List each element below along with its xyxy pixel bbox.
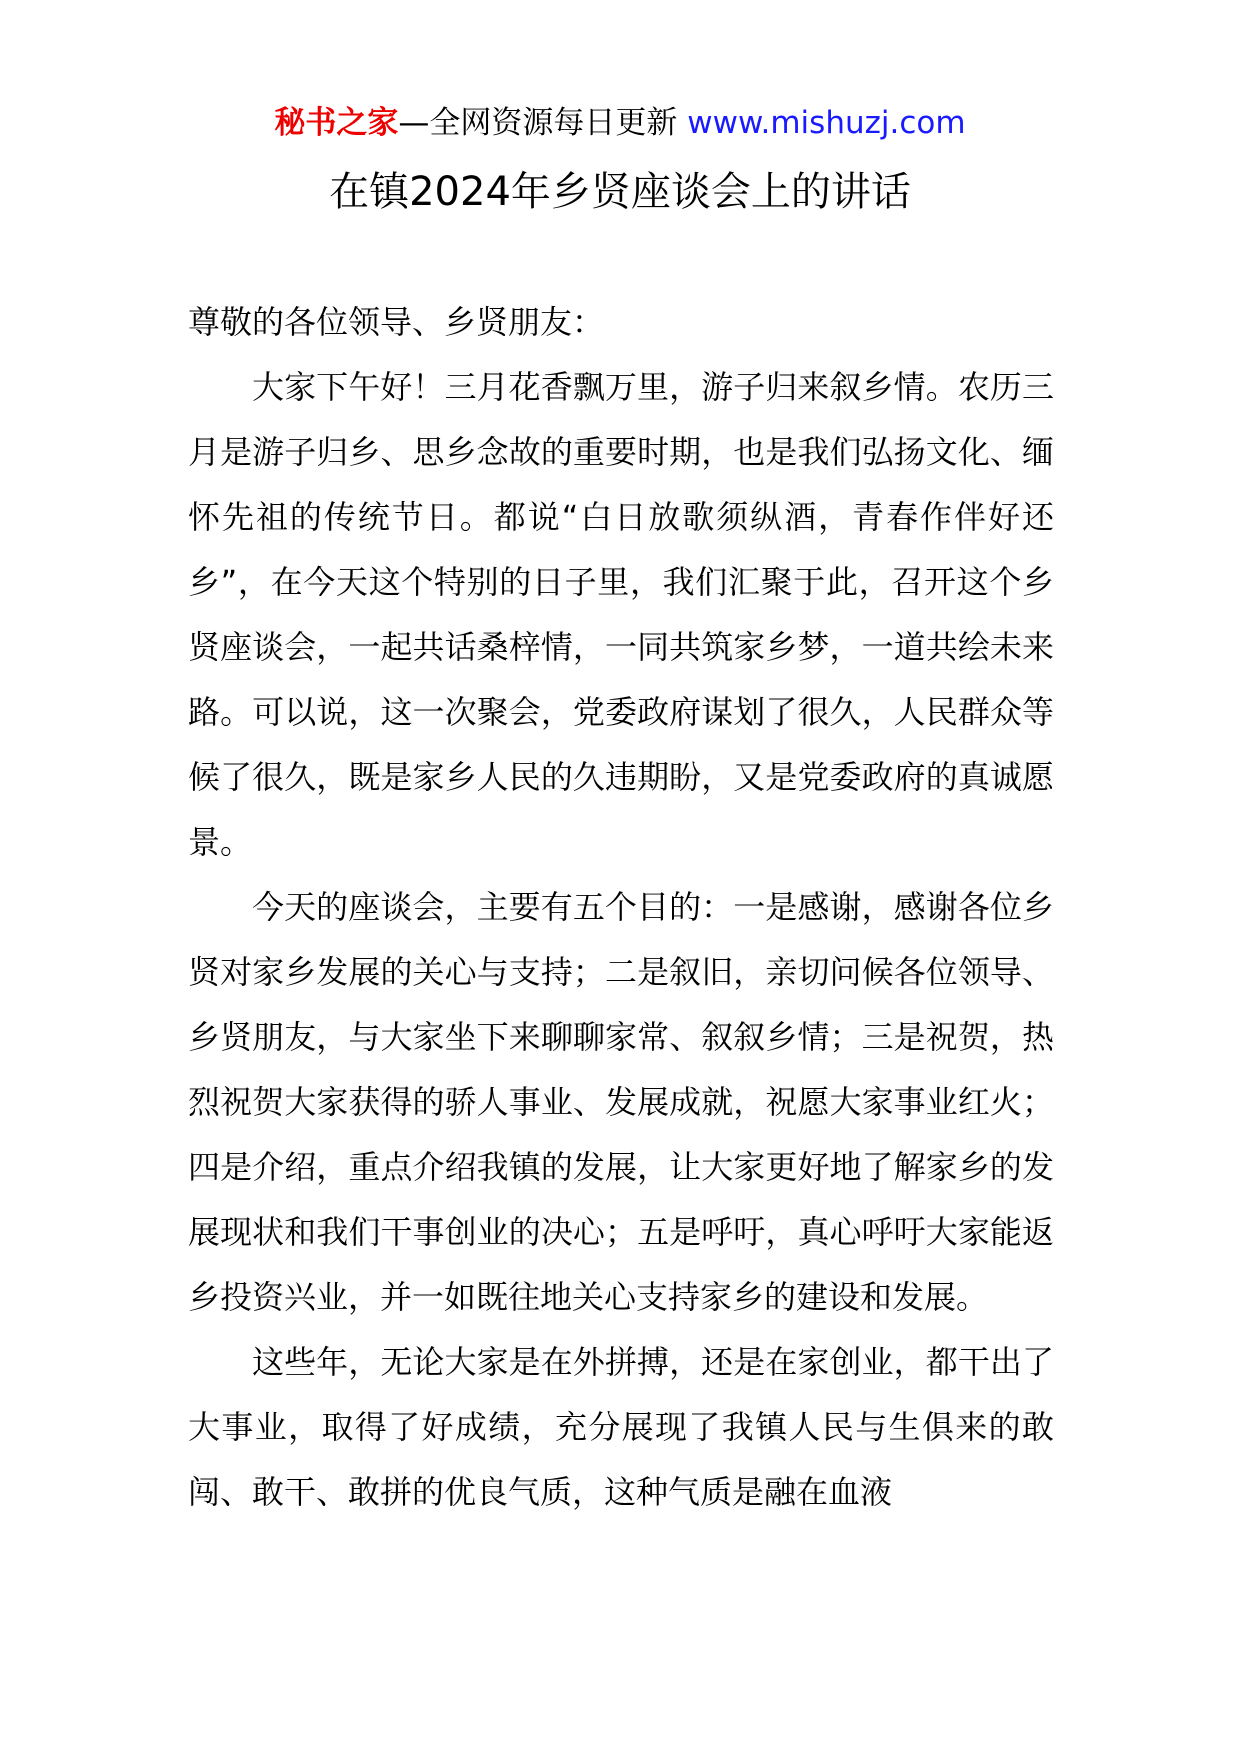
body-paragraph: 大家下午好！三月花香飘万里，游子归来叙乡情。农历三月是游子归乡、思乡念故的重要时期，也是我们弘扬文化、缅怀先祖的传统节日。都说“白日放歌须纵酒，青春作伴好还乡”，在今天这个特别的日子里，我们汇聚于此，召开这个乡贤座谈会，一起共话桑梓情，一同共筑家乡梦，一道共绘未来路。可以说，这一次聚会，党委政府谋划了很久，人民群众等候了很久，既是家乡人民的久违期盼，又是党委政府的真诚愿景。 — [188, 368, 1054, 861]
salutation: 尊敬的各位领导、乡贤朋友： — [188, 303, 605, 341]
site-header — [0, 100, 1240, 146]
document-body — [188, 290, 1054, 1525]
body-paragraph: 这些年，无论大家是在外拼搏，还是在家创业，都干出了大事业，取得了好成绩，充分展现了我镇人民与生俱来的敢闯、敢干、敢拼的优良气质，这种气质是融在血液 — [188, 1343, 1054, 1511]
site-url-link[interactable]: www.mishuzj.com — [687, 105, 966, 141]
body-paragraph: 今天的座谈会，主要有五个目的：一是感谢，感谢各位乡贤对家乡发展的关心与支持；二是叙旧，亲切问候各位领导、乡贤朋友，与大家坐下来聊聊家常、叙叙乡情；三是祝贺，热烈祝贺大家获得的骄人事业、发展成就，祝愿大家事业红火；四是介绍，重点介绍我镇的发展，让大家更好地了解家乡的发展现状和我们干事创业的决心；五是呼吁，真心呼吁大家能返乡投资兴业，并一如既往地关心支持家乡的建设和发展。 — [188, 888, 1054, 1316]
brand-name: 秘书之家 — [274, 105, 399, 141]
document-title: 在镇2024年乡贤座谈会上的讲话 — [329, 169, 911, 215]
header-tagline: —全网资源每日更新 — [398, 105, 678, 141]
